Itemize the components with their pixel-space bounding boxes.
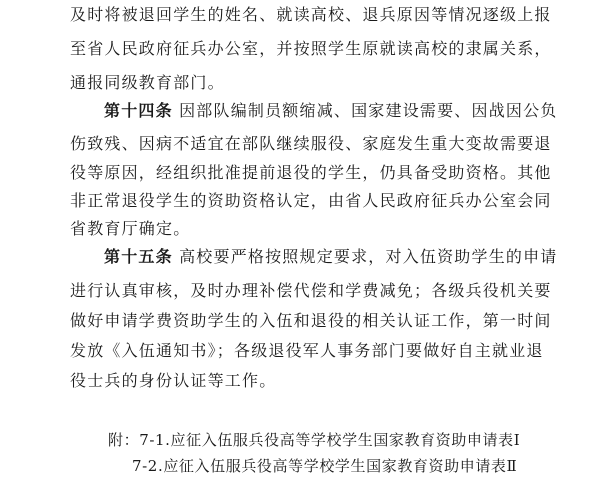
paragraph-line: 非正常退役学生的资助资格认定，由省人民政府征兵办公室会同: [70, 191, 552, 210]
attachment-item-1: 附：7-1.应征入伍服兵役高等学校学生国家教育资助申请表Ⅰ: [108, 431, 521, 449]
paragraph-line: 做好申请学费资助学生的入伍和退役的相关认证工作，第一时间: [70, 311, 552, 330]
paragraph-line: 役士兵的身份认证等工作。: [70, 371, 277, 390]
paragraph-line: 省教育厅确定。: [70, 219, 191, 238]
paragraph-line: 及时将被退回学生的姓名、就读高校、退兵原因等情况逐级上报: [70, 5, 552, 24]
paragraph-line: 役等原因，经组织批准提前退役的学生，仍具备受助资格。其他: [70, 163, 552, 182]
paragraph-line: 伤致残、因病不适宜在部队继续服役、家庭发生重大变故需要退: [70, 134, 552, 153]
article-14-first-line: [104, 100, 558, 122]
article-15-text: 高校要严格按照规定要求，对入伍资助学生的申请: [179, 247, 558, 266]
attachment-item-2: 7-2.应征入伍服兵役高等学校学生国家教育资助申请表Ⅱ: [132, 457, 518, 475]
article-15-heading: 第十五条: [104, 247, 173, 266]
article-15-first-line: [104, 246, 558, 268]
paragraph-line: 至省人民政府征兵办公室，并按照学生原就读高校的隶属关系，: [70, 39, 552, 58]
paragraph-line: 进行认真审核，及时办理补偿代偿和学费减免；各级兵役机关要: [70, 281, 552, 300]
paragraph-line: 通报同级教育部门。: [70, 73, 225, 92]
article-14-text: 因部队编制员额缩减、国家建设需要、因战因公负: [179, 101, 558, 120]
paragraph-line: 发放《入伍通知书》；各级退役军人事务部门要做好自主就业退: [70, 341, 544, 360]
article-14-heading: 第十四条: [104, 101, 173, 120]
